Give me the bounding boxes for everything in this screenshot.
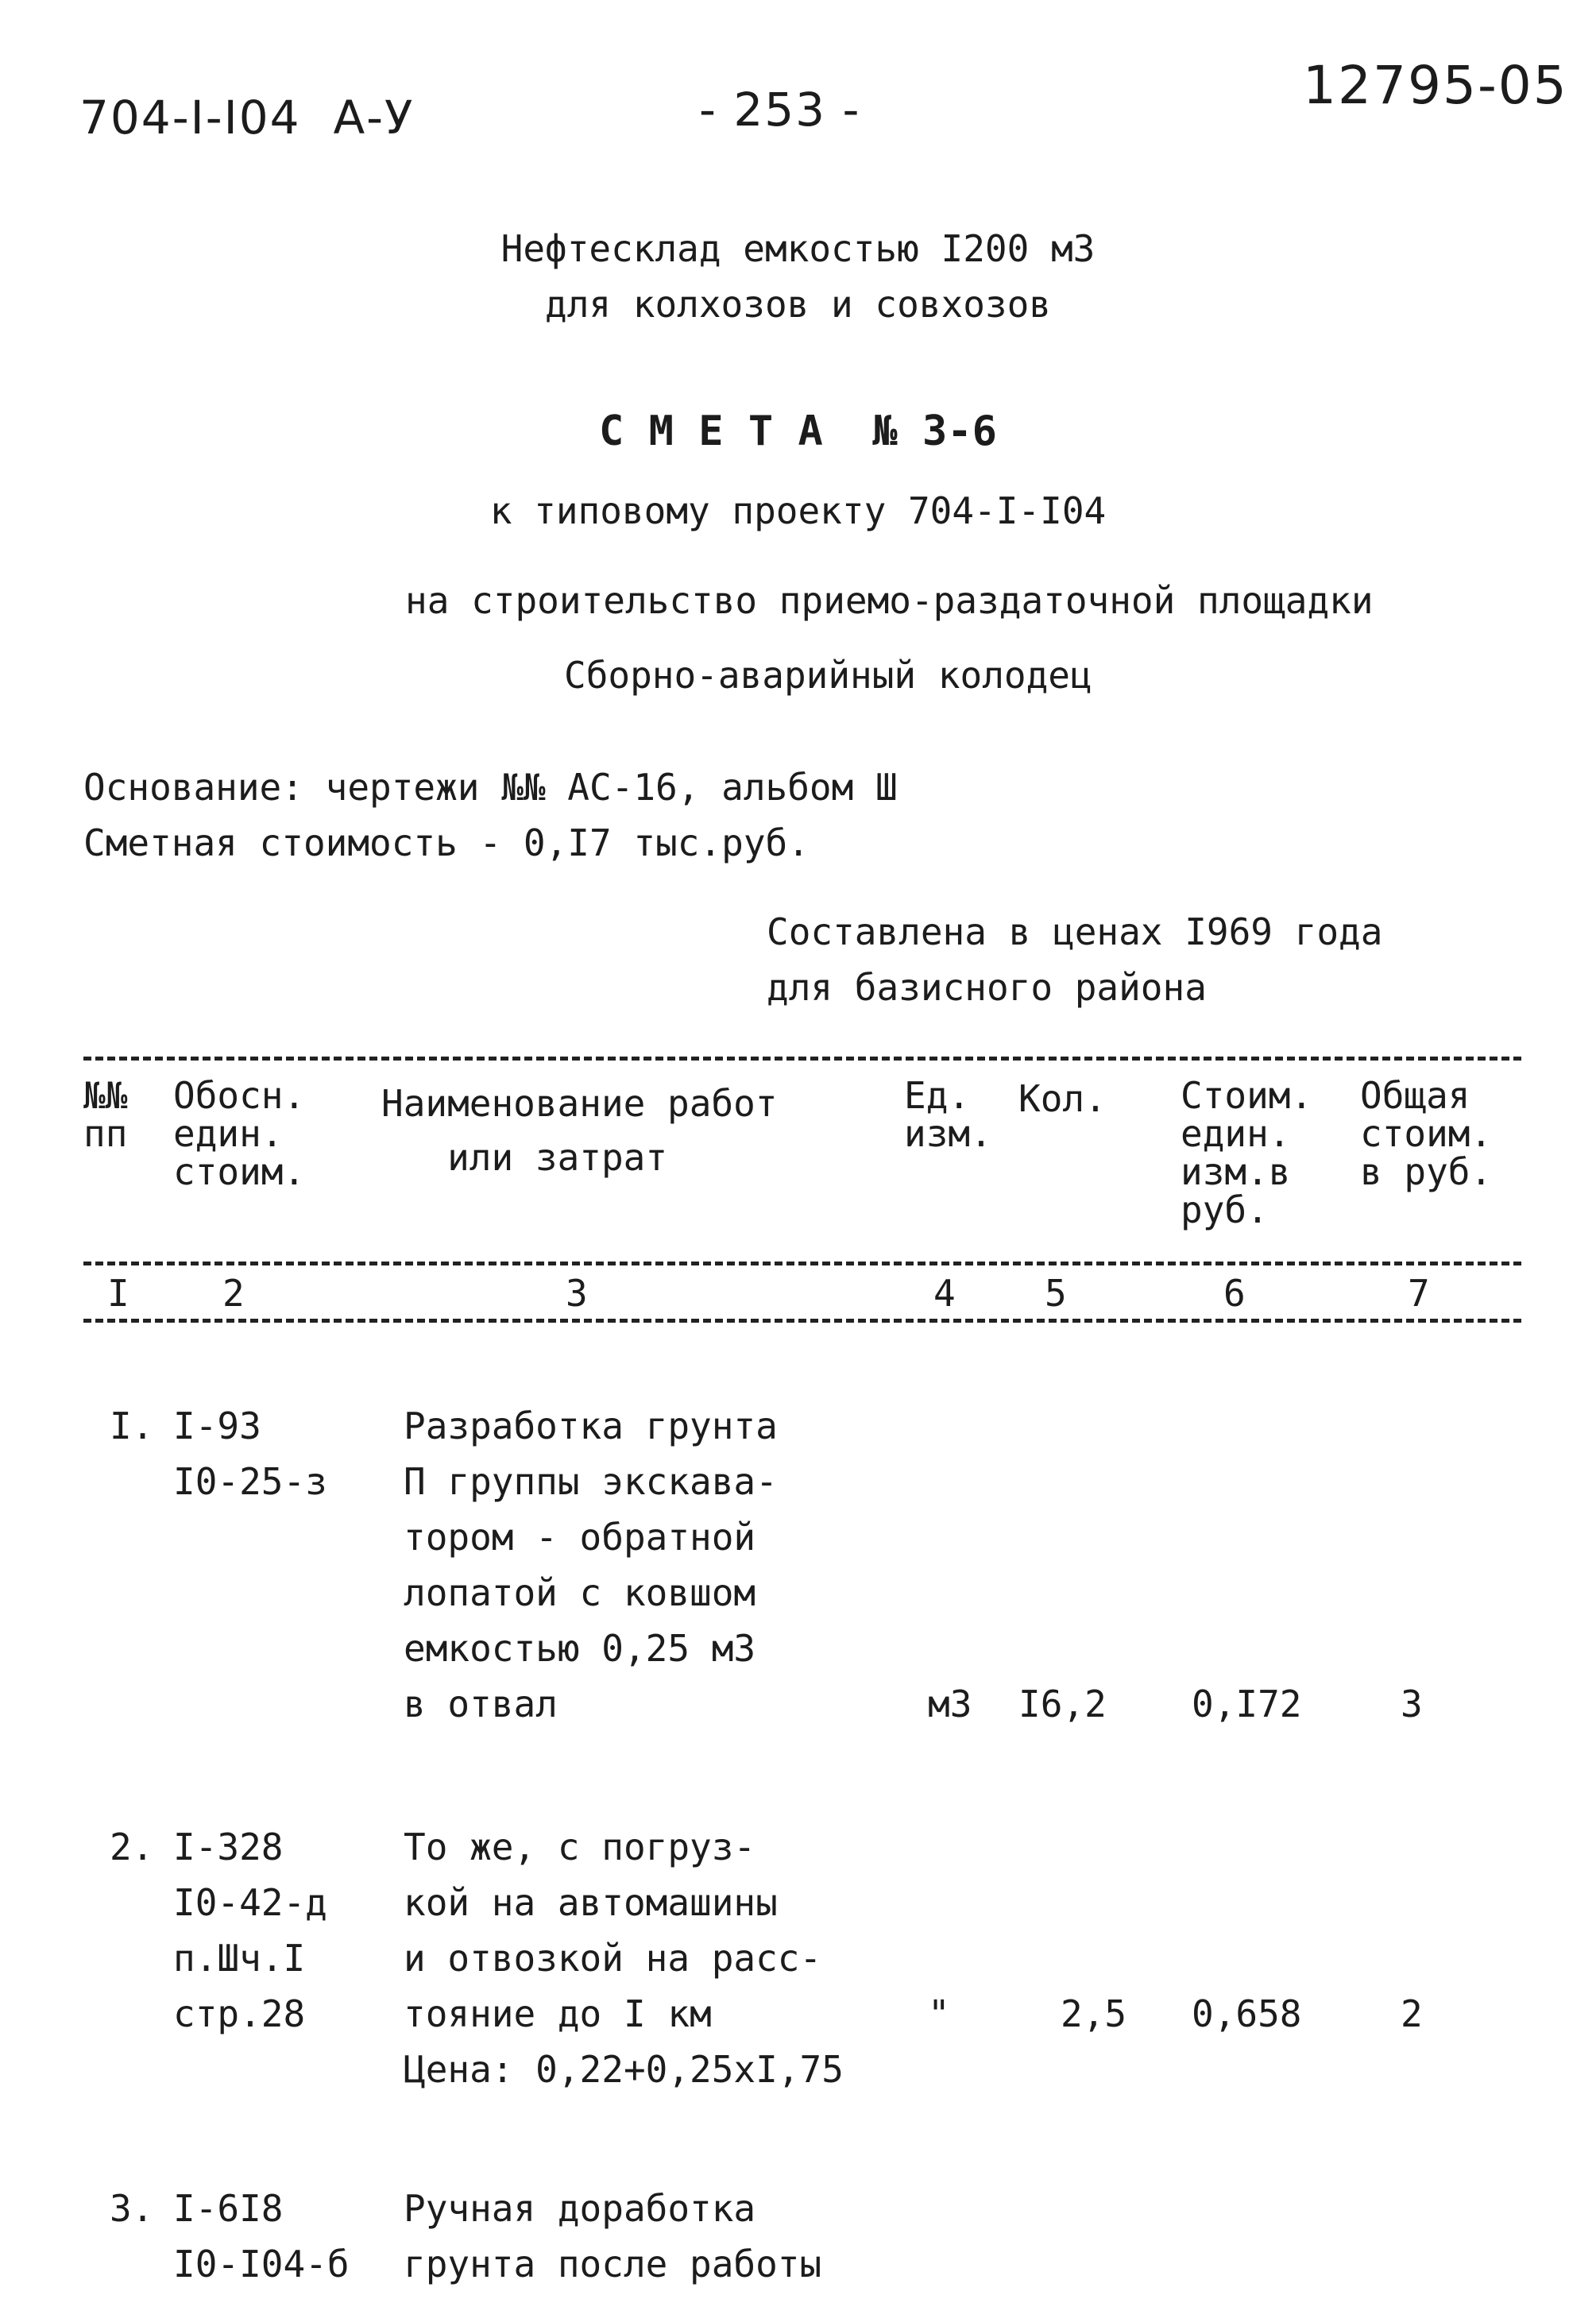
row-number: I. <box>110 1405 154 1447</box>
row-quantity: I6,2 <box>1018 1683 1107 1725</box>
header-col-2: Обосн. един. стоим. <box>173 1074 306 1193</box>
table-rule-header-bottom <box>83 1262 1521 1265</box>
row-total-cost: 2 <box>1401 1992 1423 2035</box>
row-basis: I-328 I0-42-д п.Шч.I стр.28 <box>173 1826 327 2035</box>
estimated-cost: Сметная стоимость - 0,I7 тыс.руб. <box>83 821 810 864</box>
prices-note-line-1: Составлена в ценах I969 года <box>767 910 1383 953</box>
row-work-name: Ручная доработка грунта после работы <box>404 2187 822 2285</box>
row-basis: I-6I8 I0-I04-б <box>173 2187 350 2285</box>
column-number: I <box>107 1272 129 1315</box>
row-number: 2. <box>110 1826 154 1868</box>
purpose-line: на строительство приемо-раздаточной площадки <box>405 579 1374 622</box>
table-rule-column-numbers <box>83 1319 1521 1323</box>
row-unit-cost: 0,I72 <box>1192 1683 1302 1725</box>
column-number: 4 <box>933 1272 956 1315</box>
header-col-7: Общая стоим. в руб. <box>1360 1074 1493 1193</box>
row-total-cost: 3 <box>1401 1683 1423 1725</box>
title-line-1: Нефтесклад емкостью I200 м3 <box>500 227 1096 270</box>
row-unit: м3 <box>928 1683 972 1725</box>
column-number: 5 <box>1045 1272 1067 1315</box>
table-rule-top <box>83 1057 1521 1061</box>
column-number: 2 <box>222 1272 245 1315</box>
row-unit: " <box>928 1992 950 2035</box>
header-col-4: Ед. изм. <box>904 1074 992 1155</box>
header-col-5: Кол. <box>1018 1077 1107 1120</box>
row-unit-cost: 0,658 <box>1192 1992 1302 2035</box>
row-quantity: 2,5 <box>1061 1992 1127 2035</box>
document-code: 704-I-I04 А-У <box>79 91 415 145</box>
project-line: к типовому проекту 704-I-I04 <box>489 489 1107 532</box>
header-col-1: №№ пп <box>83 1074 128 1155</box>
column-number: 6 <box>1223 1272 1246 1315</box>
object-name: Сборно-аварийный колодец <box>564 654 1092 697</box>
row-number: 3. <box>110 2187 154 2230</box>
basis-drawings: Основание: чертежи №№ АС-16, альбом Ш <box>83 766 898 809</box>
header-col-6: Стоим. един. изм.в руб. <box>1181 1074 1313 1231</box>
title-line-2: для колхозов и совхозов <box>545 283 1051 326</box>
row-work-name: То же, с погруз- кой на автомашины и отвозкой на расс- тояние до I км Цена: 0,22+0,25хI,75 <box>404 1826 844 2091</box>
page-number: - 253 - <box>699 83 861 137</box>
header-col-3: Наименование работ или затрат <box>381 1082 778 1179</box>
row-work-name: Разработка грунта П группы экскава- тором - обратной лопатой с ковшом емкостью 0,25 м3 в отвал <box>404 1405 778 1725</box>
archive-number: 12795-05 <box>1303 55 1568 116</box>
smeta-title: С М Е Т А № 3-6 <box>599 408 997 455</box>
row-basis: I-93 I0-25-з <box>173 1405 327 1503</box>
column-number: 3 <box>566 1272 588 1315</box>
column-number: 7 <box>1408 1272 1430 1315</box>
prices-note-line-2: для базисного района <box>767 966 1207 1009</box>
